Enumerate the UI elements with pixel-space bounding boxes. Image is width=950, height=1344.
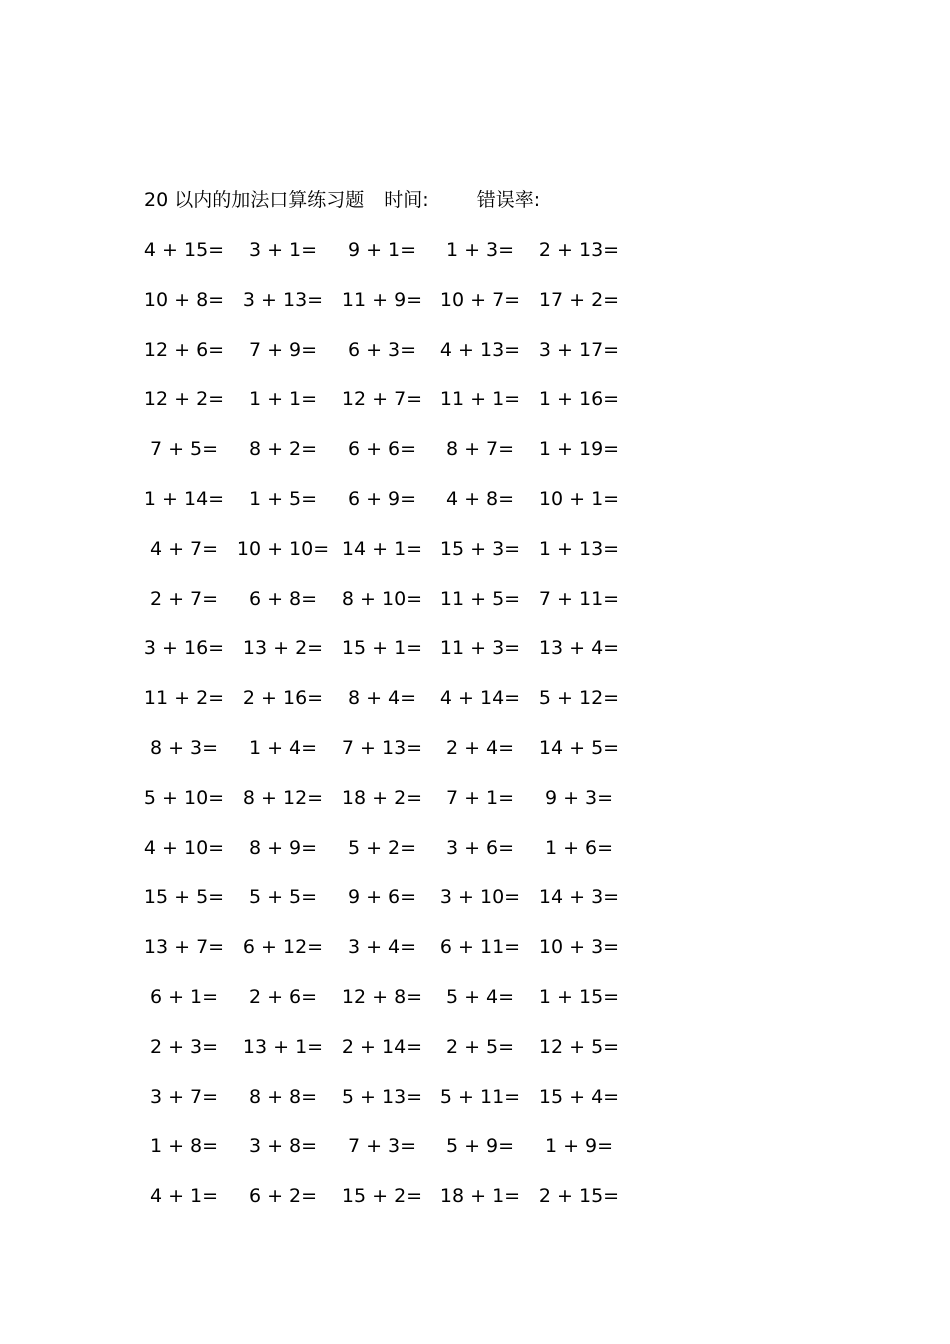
- addition-problem: 4 + 13=: [439, 338, 521, 361]
- problem-row: [140, 634, 640, 684]
- addition-problem: 1 + 9=: [544, 1135, 614, 1158]
- problem-row: [140, 336, 640, 386]
- problem-row: [140, 385, 640, 435]
- addition-problem: 1 + 14=: [143, 487, 225, 510]
- addition-problem: 15 + 2=: [341, 1185, 423, 1208]
- problem-row: [140, 1083, 640, 1133]
- addition-problem: 7 + 11=: [538, 587, 620, 610]
- addition-problem: 7 + 9=: [248, 338, 318, 361]
- addition-problem: 13 + 4=: [538, 637, 620, 660]
- addition-problem: 7 + 3=: [347, 1135, 417, 1158]
- problem-row: [140, 734, 640, 784]
- addition-problem: 2 + 7=: [149, 587, 219, 610]
- addition-problem: 6 + 3=: [347, 338, 417, 361]
- addition-problem: 7 + 5=: [149, 438, 219, 461]
- addition-problem: 4 + 1=: [149, 1185, 219, 1208]
- addition-problem: 11 + 5=: [439, 587, 521, 610]
- problem-row: [140, 983, 640, 1033]
- addition-problem: 10 + 3=: [538, 936, 620, 959]
- problem-row: [140, 834, 640, 884]
- addition-problem: 4 + 14=: [439, 687, 521, 710]
- addition-problem: 3 + 16=: [143, 637, 225, 660]
- addition-problem: 15 + 3=: [439, 537, 521, 560]
- addition-problem: 17 + 2=: [538, 288, 620, 311]
- addition-problem: 8 + 2=: [248, 438, 318, 461]
- addition-problem: 14 + 5=: [538, 736, 620, 759]
- addition-problem: 1 + 19=: [538, 438, 620, 461]
- addition-problem: 18 + 1=: [439, 1185, 521, 1208]
- problem-row: [140, 535, 640, 585]
- addition-problem: 8 + 8=: [248, 1085, 318, 1108]
- problem-row: [140, 1132, 640, 1182]
- addition-problem: 3 + 1=: [248, 239, 318, 261]
- addition-problem: 1 + 13=: [538, 537, 620, 560]
- addition-problem: 12 + 5=: [538, 1035, 620, 1058]
- addition-problem: 14 + 1=: [341, 537, 423, 560]
- addition-problem: 5 + 9=: [445, 1135, 515, 1158]
- addition-problem: 12 + 6=: [143, 338, 225, 361]
- addition-problem: 6 + 2=: [248, 1185, 318, 1208]
- addition-problem: 3 + 4=: [347, 936, 417, 959]
- addition-problem: 9 + 1=: [347, 239, 417, 261]
- addition-problem: 7 + 1=: [445, 786, 515, 809]
- addition-problem: 4 + 10=: [143, 836, 225, 859]
- addition-problem: 1 + 1=: [248, 388, 318, 411]
- addition-problem: 13 + 2=: [242, 637, 324, 660]
- addition-problem: 13 + 1=: [242, 1035, 324, 1058]
- addition-problem: 1 + 5=: [248, 487, 318, 510]
- addition-problem: 1 + 8=: [149, 1135, 219, 1158]
- addition-problem: 5 + 2=: [347, 836, 417, 859]
- addition-problem: 4 + 7=: [149, 537, 219, 560]
- addition-problem: 12 + 2=: [143, 388, 225, 411]
- addition-problem: 11 + 9=: [341, 288, 423, 311]
- addition-problem: 9 + 3=: [544, 786, 614, 809]
- addition-problem: 6 + 11=: [439, 936, 521, 959]
- addition-problem: 3 + 17=: [538, 338, 620, 361]
- addition-problem: 2 + 3=: [149, 1035, 219, 1058]
- addition-problem: 8 + 4=: [347, 687, 417, 710]
- worksheet-title: 20 以内的加法口算练习题: [144, 189, 365, 211]
- addition-problem: 11 + 3=: [439, 637, 521, 660]
- addition-problem: 5 + 12=: [538, 687, 620, 710]
- addition-problem: 2 + 5=: [445, 1035, 515, 1058]
- addition-problem: 7 + 13=: [341, 736, 423, 759]
- addition-problem: 6 + 12=: [242, 936, 324, 959]
- problem-row: [140, 286, 640, 336]
- addition-problem: 10 + 1=: [538, 487, 620, 510]
- problem-row: [140, 1033, 640, 1083]
- addition-problem: 15 + 4=: [538, 1085, 620, 1108]
- addition-problem: 2 + 16=: [242, 687, 324, 710]
- addition-problem: 10 + 8=: [143, 288, 225, 311]
- addition-problem: 3 + 10=: [439, 886, 521, 909]
- addition-problem: 8 + 12=: [242, 786, 324, 809]
- error-rate-label: 错误率:: [476, 189, 541, 211]
- addition-problem: 8 + 9=: [248, 836, 318, 859]
- addition-problem: 5 + 10=: [143, 786, 225, 809]
- addition-problem: 10 + 10=: [236, 537, 330, 560]
- addition-problem: 12 + 7=: [341, 388, 423, 411]
- addition-problem: 2 + 15=: [538, 1185, 620, 1208]
- addition-problem: 5 + 11=: [439, 1085, 521, 1108]
- addition-problem: 5 + 5=: [248, 886, 318, 909]
- time-label: 时间:: [384, 189, 429, 211]
- problem-row: [140, 585, 640, 635]
- addition-problem: 6 + 8=: [248, 587, 318, 610]
- addition-problem: 9 + 6=: [347, 886, 417, 909]
- addition-problem: 11 + 1=: [439, 388, 521, 411]
- addition-problem: 2 + 6=: [248, 985, 318, 1008]
- addition-problem: 18 + 2=: [341, 786, 423, 809]
- addition-problem: 10 + 7=: [439, 288, 521, 311]
- problem-row: [140, 236, 640, 286]
- addition-problem: 4 + 15=: [143, 239, 225, 261]
- addition-problem: 2 + 13=: [538, 239, 620, 261]
- addition-problem: 4 + 8=: [445, 487, 515, 510]
- addition-problem: 15 + 1=: [341, 637, 423, 660]
- addition-problem: 12 + 8=: [341, 985, 423, 1008]
- addition-problem: 1 + 15=: [538, 985, 620, 1008]
- addition-problem: 6 + 6=: [347, 438, 417, 461]
- addition-problem: 14 + 3=: [538, 886, 620, 909]
- addition-problem: 3 + 7=: [149, 1085, 219, 1108]
- addition-problem: 1 + 6=: [544, 836, 614, 859]
- problem-row: [140, 784, 640, 834]
- problem-row: [140, 1182, 640, 1232]
- problem-row: [140, 933, 640, 983]
- addition-problem: 13 + 7=: [143, 936, 225, 959]
- addition-problem: 3 + 8=: [248, 1135, 318, 1158]
- addition-problem: 2 + 14=: [341, 1035, 423, 1058]
- addition-problem: 6 + 1=: [149, 985, 219, 1008]
- addition-problem: 5 + 4=: [445, 985, 515, 1008]
- addition-problem: 6 + 9=: [347, 487, 417, 510]
- addition-problem: 3 + 6=: [445, 836, 515, 859]
- addition-problem: 15 + 5=: [143, 886, 225, 909]
- addition-problem: 11 + 2=: [143, 687, 225, 710]
- problem-grid: [140, 236, 640, 1232]
- addition-problem: 3 + 13=: [242, 288, 324, 311]
- addition-problem: 8 + 3=: [149, 736, 219, 759]
- problem-row: [140, 435, 640, 485]
- addition-problem: 5 + 13=: [341, 1085, 423, 1108]
- problem-row: [140, 883, 640, 933]
- addition-problem: 8 + 10=: [341, 587, 423, 610]
- addition-problem: 1 + 16=: [538, 388, 620, 411]
- addition-problem: 2 + 4=: [445, 736, 515, 759]
- addition-problem: 1 + 3=: [445, 239, 515, 261]
- problem-row: [140, 485, 640, 535]
- problem-row: [140, 684, 640, 734]
- addition-problem: 1 + 4=: [248, 736, 318, 759]
- addition-problem: 8 + 7=: [445, 438, 515, 461]
- worksheet-header: [144, 186, 540, 214]
